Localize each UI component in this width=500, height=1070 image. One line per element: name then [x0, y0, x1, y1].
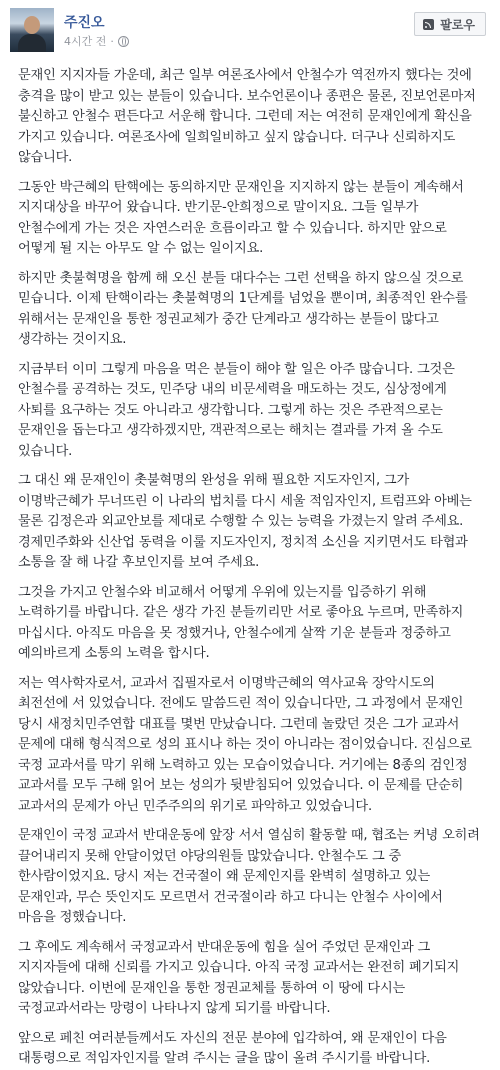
post-time[interactable]: 4시간 전	[64, 35, 107, 48]
post-paragraph: 하지만 촛불혁명을 함께 해 오신 분들 대다수는 그런 선택을 하지 않으실 것으로 믿습니다. 이제 탄핵이라는 촛불혁명의 1단계를 넘었을 뿐이며, 최종적인 완수를 위해서는 문재인을 통한 정권교체가 중간 단계라고 생각하는 분들이 많다고 생각하는 것이지요.	[18, 270, 468, 347]
post-paragraph: 저는 역사학자로서, 교과서 집필자로서 이명박근혜의 역사교육 장악시도의 최전선에 서 있었습니다. 전에도 말씀드린 적이 있습니다만, 그 과정에서 문재인 당시 새정치민주연합 대표를 몇번 만났습니다. 그런데 놀랐던 것은 그가 교과서 문제에 대해 형식적으로 성의 표시나 하는 것이 아니라는 점이었습니다. 진심으로 국정 교과서를 막기 위해 노력하고 있는 모습이었습니다. 거기에는 8종의 검인정 교과서를 모두 구해 읽어 보는 성의가 뒷받침되어 있었습니다. 이 문제를 단순히 교과서의 문제가 아닌 민주주의의 위기로 파악하고 있었습니다.	[18, 675, 472, 814]
post-paragraph: 그것을 가지고 안철수와 비교해서 어떻게 우위에 있는지를 입증하기 위해 노력하기를 바랍니다. 같은 생각 가진 분들끼리만 서로 좋아요 누르며, 만족하지 마십시다. 아직도 마음을 못 정했거나, 안철수에게 살짝 기운 분들과 정중하고 예의바르게 소통의 노력을 합시다.	[18, 584, 464, 661]
avatar-head	[24, 16, 40, 34]
post-paragraph: 그동안 박근혜의 탄핵에는 동의하지만 문재인을 지지하지 않는 분들이 계속해서 지지대상을 바꾸어 왔습니다. 반기문-안희정으로 말이지요. 그들 일부가 안철수에게 가는 것은 자연스러운 흐름이라고 할 수 있습니다. 하지만 앞으로 어떻게 될 지는 아무도 알 수 없는 일이지요.	[18, 179, 464, 256]
meta-separator: ·	[110, 34, 114, 48]
post-paragraph: 문재인 지지자들 가운데, 최근 일부 여론조사에서 안철수가 역전까지 했다는 것에 충격을 많이 받고 있는 분들이 있습니다. 보수언론이나 종편은 물론, 진보언론마저 불신하고 안철수 편든다고 서운해 합니다. 그런데 저는 여전히 문재인에게 확신을 가지고 있습니다. 여론조사에 일희일비하고 싶지 않습니다. 더구나 신뢰하지도 않습니다.	[18, 68, 476, 165]
rss-icon	[423, 19, 434, 30]
post-body	[0, 66, 500, 1070]
post-meta	[64, 33, 129, 49]
avatar-body	[18, 34, 46, 52]
globe-icon[interactable]	[118, 36, 129, 47]
post-paragraph: 지금부터 이미 그렇게 마음을 먹은 분들이 해야 할 일은 아주 많습니다. 그것은 안철수를 공격하는 것도, 민주당 내의 비문세력을 매도하는 것도, 심상정에게 사퇴를 요구하는 것도 아니라고 생각합니다. 그렇게 하는 것은 주관적으로는 문재인을 돕는다고 생각하겠지만, 객관적으로는 해치는 결과를 가져 올 수도 있습니다.	[18, 361, 455, 459]
post-paragraph: 그 후에도 계속해서 국정교과서 반대운동에 힘을 실어 주었던 문재인과 그 지지자들에 대해 신뢰를 가지고 있습니다. 아직 국정 교과서는 완전히 폐기되지 않았습니다. 이번에 문재인을 통한 정권교체를 통하여 이 땅에 다시는 국정교과서라는 망령이 나타나지 않게 되기를 바랍니다.	[18, 939, 460, 1016]
author-name[interactable]: 주진오	[64, 15, 105, 31]
post-paragraph: 문재인이 국정 교과서 반대운동에 앞장 서서 열심히 활동할 때, 협조는 커녕 오히려 끌어내리지 못해 안달이었던 야당의원들 많았습니다. 안철수도 그 중 한사람이었지요. 당시 저는 건국절이 왜 문제인지를 완벽히 설명하고 있는 문재인과, 무슨 뜻인지도 모르면서 건국절이라 하고 다니는 안철수 사이에서 마음을 정했습니다.	[18, 828, 480, 925]
post-paragraph: 그 대신 왜 문재인이 촛불혁명의 완성을 위해 필요한 지도자인지, 그가 이명박근혜가 무너뜨린 이 나라의 법치를 다시 세울 적임자인지, 트럼프와 아베는 물론 김정은과 외교안보를 제대로 수행할 수 있는 능력을 가졌는지 알려 주세요. 경제민주화와 신산업 동력을 이룰 지도자인지, 정치적 소신을 지키면서도 타협과 소통을 잘 해 나갈 후보인지를 보여 주세요.	[18, 473, 472, 570]
avatar[interactable]	[10, 8, 54, 52]
post-paragraph: 앞으로 페친 여러분들께서도 자신의 전문 분야에 입각하여, 왜 문재인이 다음 대통령으로 적임자인지를 알려 주시는 글을 많이 올려 주시기를 바랍니다.	[18, 1030, 447, 1066]
post-header	[0, 0, 500, 66]
follow-button[interactable]	[414, 12, 486, 36]
follow-label: 팔로우	[440, 17, 475, 32]
